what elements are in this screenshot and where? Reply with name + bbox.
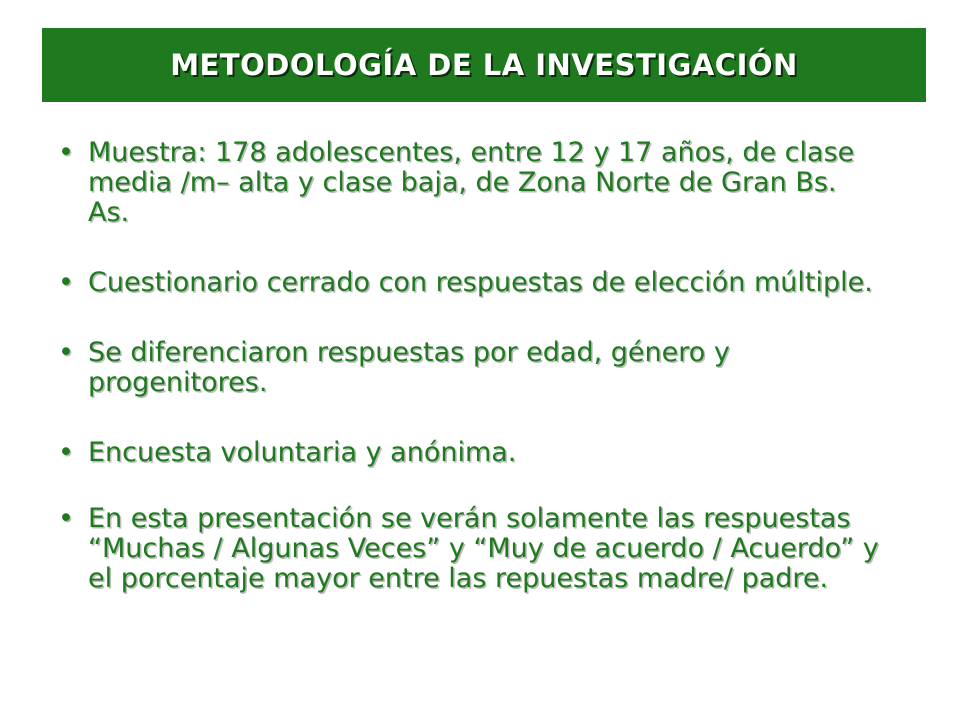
bullet-dot-icon: • bbox=[58, 503, 74, 534]
bullet-list bbox=[56, 138, 886, 594]
title-bar bbox=[42, 28, 926, 102]
bullet-item-differentiation bbox=[56, 338, 886, 398]
bullet-item-presentation bbox=[56, 504, 886, 594]
bullet-dot-icon: • bbox=[58, 137, 74, 168]
bullet-item-sample bbox=[56, 138, 886, 228]
bullet-text: Encuesta voluntaria y anónima. bbox=[88, 437, 517, 468]
bullet-dot-icon: • bbox=[58, 437, 74, 468]
bullet-dot-icon: • bbox=[58, 337, 74, 368]
bullet-text: Muestra: 178 adolescentes, entre 12 y 17 años, de clase media /m– alta y clase baja, de Zona Norte de Gran Bs. As. bbox=[88, 137, 855, 228]
bullet-text: Cuestionario cerrado con respuestas de elección múltiple. bbox=[88, 267, 873, 298]
slide-title: METODOLOGÍA DE LA INVESTIGACIÓN bbox=[170, 48, 798, 82]
bullet-item-survey bbox=[56, 438, 886, 468]
bullet-dot-icon: • bbox=[58, 267, 74, 298]
bullet-text: Se diferenciaron respuestas por edad, género y progenitores. bbox=[88, 337, 730, 398]
bullet-item-questionnaire bbox=[56, 268, 886, 298]
bullet-text: En esta presentación se verán solamente las respuestas “Muchas / Algunas Veces” y “Muy de acuerdo / Acuerdo” y el porcentaje mayor entre las repuestas madre/ padre. bbox=[88, 503, 879, 594]
